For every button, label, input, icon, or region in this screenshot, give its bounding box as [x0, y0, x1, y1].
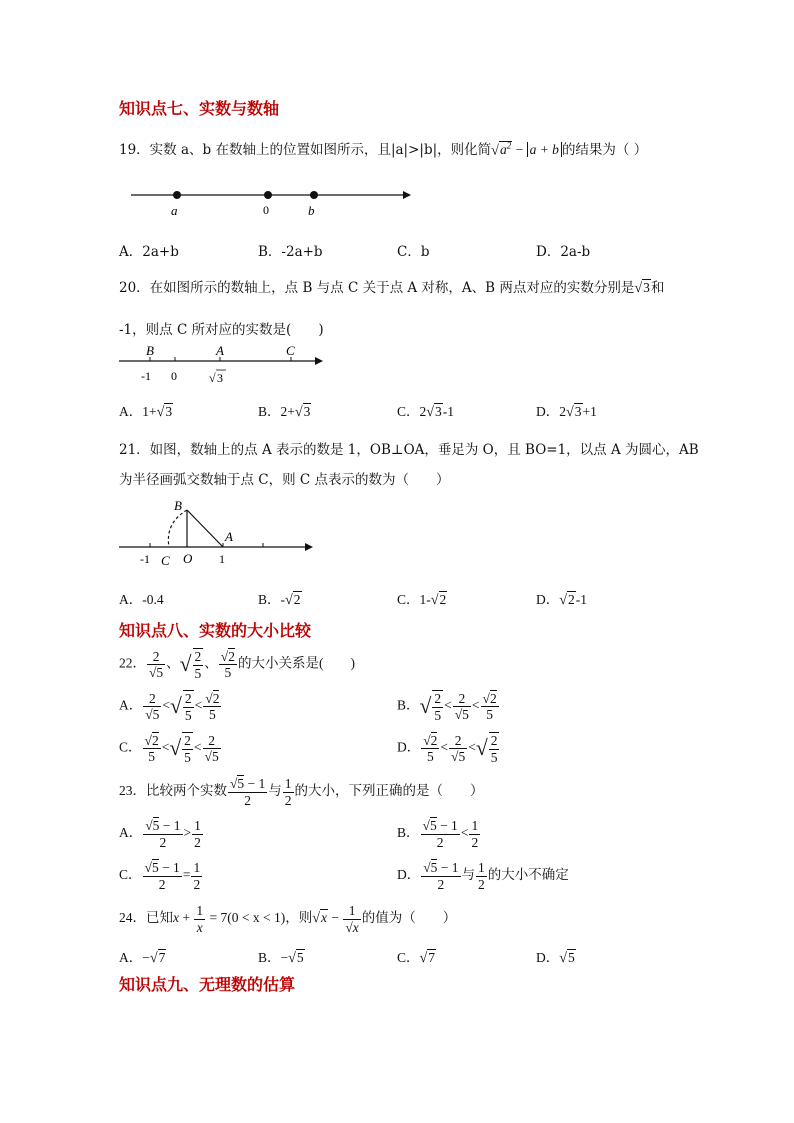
q20-number-line	[115, 342, 330, 386]
q19-option-d: D．2a-b	[536, 244, 591, 260]
q20-option-c: C．2√3-1	[397, 404, 455, 420]
q20-text: 20．在如图所示的数轴上，点 B 与点 C 关于点 A 对称，A、B 两点对应的实数分别是	[119, 280, 635, 296]
q23-option-a: A． $\frac{√5 - 1}{2}$ > $\frac{1}{2}$	[119, 818, 201, 850]
question-20-line2: -1，则点 C 所对应的实数是( )	[119, 322, 324, 338]
q20-label-c: C	[286, 343, 295, 358]
q21-option-b: B．-√2	[258, 592, 301, 608]
q20-tick-label-root3: 3	[217, 371, 223, 385]
q20-tick-label-root3-sign: √	[209, 371, 216, 385]
q21-arc	[168, 510, 187, 547]
q23-option-b: B． $\frac{√5 - 1}{2}$ < $\frac{1}{2}$	[397, 818, 479, 850]
q22-expr-1: $\frac{2}{√5}$	[149, 648, 164, 681]
q22-option-d: D． $\frac{√2}{5}$ < $\frac{2}{√5}$ <√ $\frac{2}{5}$	[397, 732, 498, 765]
q22-expr-2: √ $\frac{2}{5}$	[179, 649, 202, 681]
q20-option-b: B．2+√3	[258, 404, 311, 420]
q20-tick-label-0: 0	[171, 369, 177, 383]
q19-option-b: B．-2a+b	[258, 244, 323, 260]
q21-label-1: 1	[219, 552, 225, 566]
q20-root: √3	[634, 280, 650, 296]
q19-point-b	[310, 191, 318, 199]
question-21-line2: 为半径画弧交数轴于点 C，则 C 点表示的数为（ ）	[119, 472, 450, 488]
section-heading-7: 知识点七、实数与数轴	[119, 99, 280, 118]
section-heading-9: 知识点九、无理数的估算	[119, 975, 296, 994]
q19-number-line	[125, 180, 415, 222]
q23-option-c: C． $\frac{√5 - 1}{2}$ = $\frac{1}{2}$	[119, 860, 201, 892]
q20-tick-label-neg1: -1	[141, 369, 151, 383]
q21-label-neg1: -1	[140, 552, 150, 566]
q21-axis-arrow	[305, 543, 313, 551]
q19-option-c: C．b	[397, 244, 430, 260]
q19-label-0: 0	[263, 203, 269, 217]
q24-option-d: D．√5	[536, 950, 575, 966]
q24-option-c: C．√7	[397, 950, 436, 966]
q21-label-o: O	[183, 551, 193, 566]
q22-option-c: C． $\frac{√2}{5}$ <√ $\frac{2}{5}$ < $\frac{2}{√5}$	[119, 732, 219, 765]
q21-segment-ab	[187, 510, 223, 547]
q20-axis-arrow	[315, 357, 323, 365]
q19-option-a: A．2a+b	[119, 244, 179, 260]
q19-label-a: a	[171, 203, 178, 218]
q19-label-b: b	[308, 203, 315, 218]
q20-text-end: 和	[650, 280, 665, 296]
q19-expression: $√a^2 - a + b$	[491, 142, 562, 157]
q20-option-d: D．2√3+1	[536, 404, 597, 420]
q21-figure	[115, 495, 320, 570]
q21-option-a: A．-0.4	[119, 592, 164, 607]
q19-point-a	[173, 191, 181, 199]
q19-text-b: 的结果为（ ）	[561, 142, 648, 158]
q22-expr-3: $\frac{√2}{5}$	[220, 648, 235, 681]
question-23: 23．比较两个实数 $\frac{√5 - 1}{2}$ 与 $\frac{1}{2}$ 的大小，下列正确的是（ ）	[119, 776, 484, 808]
q19-text-a: 19．实数 a、b 在数轴上的位置如图所示，且|a|>|b|，则化简	[119, 142, 492, 158]
q21-label-a: A	[225, 529, 233, 544]
question-19	[119, 138, 647, 159]
question-24: 24．已知x + $\frac{1}{x}$ = 7(0 < x < 1)，则√x − $\frac{1}{√x}$ 的值为（ ）	[119, 903, 457, 935]
q24-option-b: B．−√5	[258, 950, 304, 966]
q22-option-a: A． $\frac{2}{√5}$ <√ $\frac{2}{5}$ < $\frac{√2}{5}$	[119, 690, 220, 723]
q21-option-c: C．1-√2	[397, 592, 447, 608]
question-20-line1	[119, 276, 664, 297]
q24-option-a: A．−√7	[119, 950, 166, 966]
q22-option-b: B．√ $\frac{2}{5}$ < $\frac{2}{√5}$ < $\frac{√2}{5}$	[397, 690, 497, 723]
q19-point-0	[264, 191, 272, 199]
q20-label-b: B	[146, 343, 154, 358]
q20-label-a: A	[216, 343, 224, 358]
q21-label-c: C	[161, 553, 170, 568]
q21-option-d: D．√2-1	[536, 592, 588, 608]
question-22: 22． $\frac{2}{√5}$ 、√ $\frac{2}{5}$ 、 $\frac{√2}{5}$ 的大小关系是( )	[119, 648, 355, 681]
q19-axis-arrow	[403, 191, 411, 199]
q20-option-a: A．1+√3	[119, 404, 173, 420]
q21-label-b: B	[174, 498, 182, 513]
question-21-line1: 21．如图，数轴上的点 A 表示的数是 1，OB⊥OA，垂足为 O，且 BO=1，以点 A 为圆心，AB	[119, 442, 699, 458]
q23-option-d: D． $\frac{√5 - 1}{2}$ 与 $\frac{1}{2}$ 的大小不确定	[397, 860, 569, 892]
section-heading-8: 知识点八、实数的大小比较	[119, 621, 312, 640]
